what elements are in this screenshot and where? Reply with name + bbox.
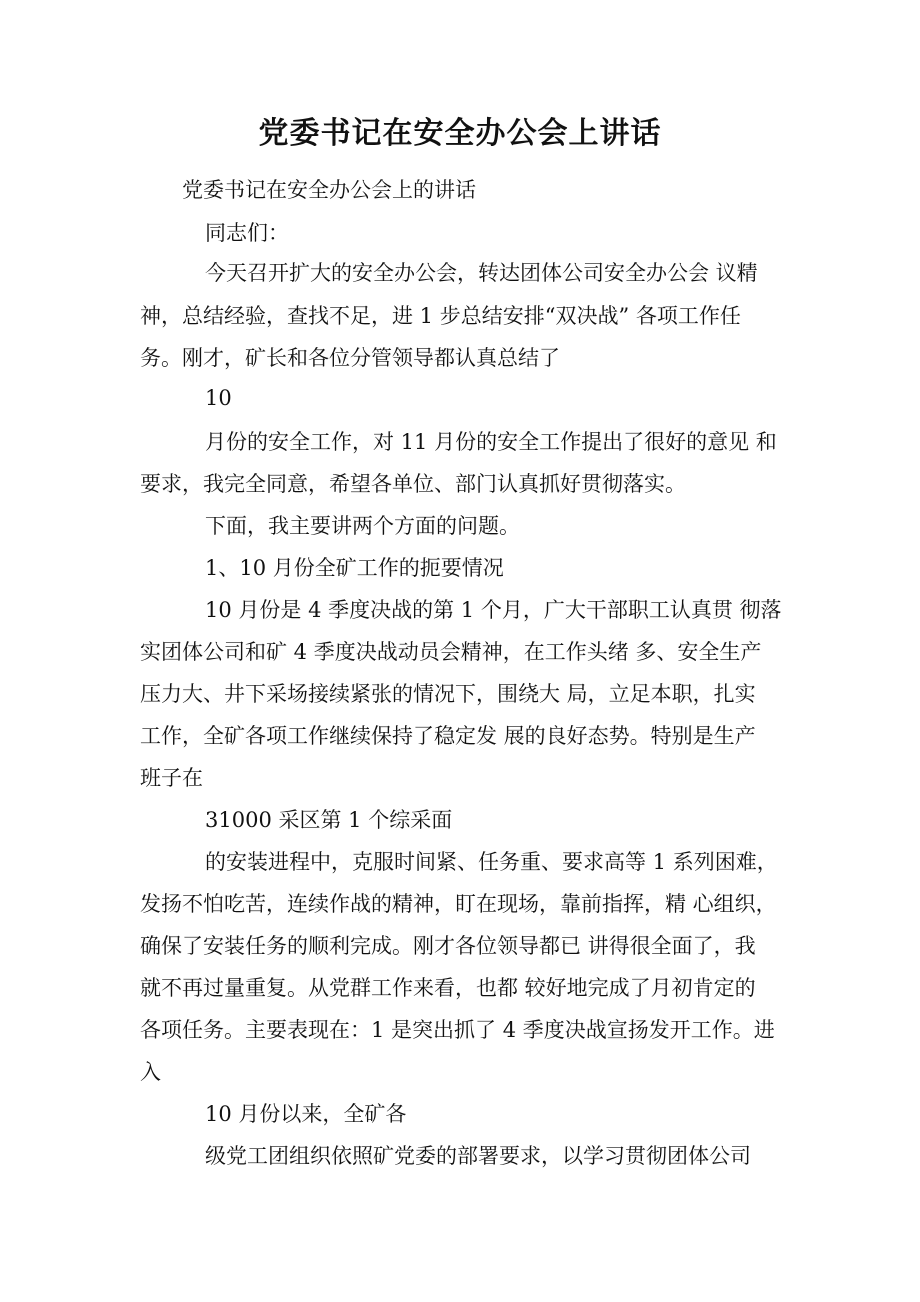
body-line: 压力大、井下采场接续紧张的情况下，围绕大 局，立足本职，扎实 <box>140 682 756 706</box>
body-line: 确保了安装任务的顺利完成。刚才各位领导都已 讲得很全面了，我 <box>140 934 756 958</box>
body-line: 神，总结经验，查找不足，进 1 步总结安排“双决战” 各项工作任 <box>140 304 741 328</box>
body-line: 班子在 <box>140 766 203 790</box>
body-line: 发扬不怕吃苦，连续作战的精神，盯在现场，靠前指挥，精 心组织， <box>140 892 777 916</box>
body-line: 31000 采区第 1 个综采面 <box>205 808 453 832</box>
body-line: 10 月份以来，全矿各 <box>205 1102 407 1126</box>
body-line: 月份的安全工作，对 11 月份的安全工作提出了很好的意见 和 <box>205 430 777 454</box>
body-line: 工作，全矿各项工作继续保持了稳定发 展的良好态势。特别是生产 <box>140 724 756 748</box>
body-line: 下面，我主要讲两个方面的问题。 <box>205 514 520 538</box>
body-line: 10 月份是 4 季度决战的第 1 个月，广大干部职工认真贯 彻落 <box>205 598 782 622</box>
body-line: 实团体公司和矿 4 季度决战动员会精神，在工作头绪 多、安全生产 <box>140 640 762 664</box>
body-line: 就不再过量重复。从党群工作来看，也都 较好地完成了月初肯定的 <box>140 976 756 1000</box>
section-heading: 1、10 月份全矿工作的扼要情况 <box>205 556 504 580</box>
body-line: 今天召开扩大的安全办公会，转达团体公司安全办公会 议精 <box>205 261 758 285</box>
body-line: 级党工团组织依照矿党委的部署要求，以学习贯彻团体公司 <box>205 1144 751 1168</box>
document-title: 党委书记在安全办公会上讲话 <box>258 116 662 151</box>
salutation-line: 同志们： <box>205 221 289 245</box>
body-line: 要求，我完全同意，希望各单位、部门认真抓好贯彻落实。 <box>140 472 686 496</box>
body-line: 务。刚才，矿长和各位分管领导都认真总结了 <box>140 346 560 370</box>
subtitle-line: 党委书记在安全办公会上的讲话 <box>182 178 476 202</box>
body-line: 的安装进程中，克服时间紧、任务重、要求高等 1 系列困难， <box>205 850 778 874</box>
body-line: 入 <box>140 1060 161 1084</box>
body-line: 10 <box>205 386 232 410</box>
body-line: 各项任务。主要表现在：1 是突出抓了 4 季度决战宣扬发开工作。进 <box>140 1018 775 1042</box>
